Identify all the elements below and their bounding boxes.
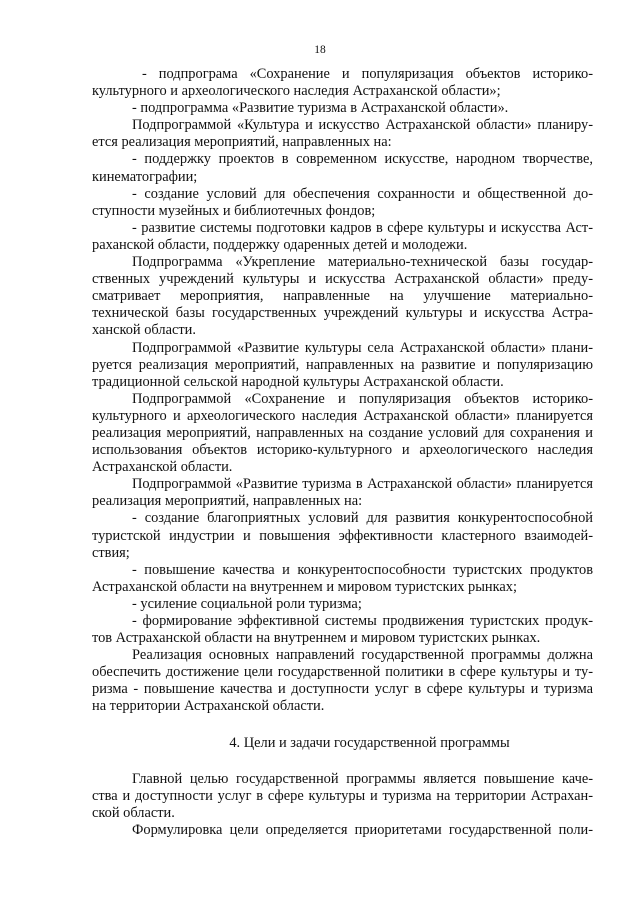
text-line: ственных учреждений культуры и искусства Астраханской области» преду-: [92, 271, 593, 288]
text-line: Подпрограммой «Культура и искусство Астраханской области» планиру-: [132, 117, 593, 134]
text-line: ступности музейных и библиотечных фондов;: [92, 202, 376, 219]
text-line: Подпрограмма «Укрепление материально-технической базы государ-: [132, 254, 593, 271]
text-line: реализация мероприятий, направленных на:: [92, 493, 363, 510]
text-line: Астраханской области на внутреннем и мировом туристских рынках;: [92, 578, 517, 595]
text-line: Астраханской области.: [92, 459, 233, 476]
document-body: [92, 66, 593, 839]
text-line: ризма - повышение качества и доступности услуг в сфере культуры и туризма: [92, 681, 593, 698]
text-line: - создание условий для обеспечения сохранности и общественной до-: [132, 185, 593, 202]
text-line: - формирование эффективной системы продвижения туристских продук-: [132, 613, 593, 629]
text-line: использования объектов историко-культурного и археологического наследия: [92, 442, 593, 459]
body-text-block: [92, 771, 593, 839]
text-line: ской области.: [92, 804, 175, 821]
text-line: - усиление социальной роли туризма;: [132, 595, 362, 612]
text-line: ствия;: [92, 544, 130, 561]
text-line: культурного и археологического наследия Астраханской области»;: [92, 83, 501, 100]
text-line: реализация мероприятий, направленных на создание условий для сохранения и: [92, 424, 593, 441]
text-line: культурного и археологического наследия Астраханской области» планируется: [92, 407, 593, 424]
text-line: туристской индустрии и повышения эффективности кластерного взаимодей-: [92, 527, 593, 544]
text-line: Главной целью государственной программы является повышение каче-: [132, 770, 593, 787]
text-line: ханской области.: [92, 322, 196, 339]
text-line: тов Астраханской области на внутреннем и мировом туристских рынках.: [92, 630, 541, 647]
text-line: руется реализация мероприятий, направленных на развитие и популяризацию: [92, 356, 593, 373]
text-line: - поддержку проектов в современном искусстве, народном творчестве,: [132, 151, 593, 168]
text-line: кинематографии;: [92, 168, 198, 185]
text-line: - развитие системы подготовки кадров в сфере культуры и искусства Аст-: [132, 219, 593, 236]
body-text-block: [92, 66, 593, 716]
text-line: обеспечить достижение цели государственной политики в сфере культуры и ту-: [92, 664, 593, 681]
text-line: - повышение качества и конкурентоспособности туристских продуктов: [132, 561, 593, 578]
text-line: технической базы государственных учреждений культуры и искусства Астра-: [92, 305, 593, 322]
text-line: сматривает мероприятия, направленные на улучшение материально-: [92, 288, 593, 305]
page-number: 18: [314, 44, 326, 56]
text-line: на территории Астраханской области.: [92, 698, 325, 715]
text-line: - создание благоприятных условий для развития конкурентоспособной: [132, 510, 593, 527]
text-line: Формулировка цели определяется приоритетами государственной поли-: [132, 821, 593, 838]
text-line: - подпрограма «Сохранение и популяризация объектов историко-: [142, 66, 593, 82]
text-line: традиционной сельской народной культуры Астраханской области.: [92, 373, 504, 390]
text-line: Подпрограммой «Развитие туризма в Астраханской области» планируется: [132, 476, 593, 493]
text-line: ется реализация мероприятий, направленных на:: [92, 134, 392, 151]
text-line: - подпрограмма «Развитие туризма в Астраханской области».: [132, 100, 509, 117]
text-line: Подпрограммой «Развитие культуры села Астраханской области» плани-: [132, 339, 593, 356]
text-line: раханской области, поддержку одаренных детей и молодежи.: [92, 236, 468, 253]
text-line: ства и доступности услуг в сфере культуры и туризма на территории Астрахан-: [92, 787, 593, 804]
text-line: Реализация основных направлений государственной программы должна: [132, 647, 593, 664]
section-heading: 4. Цели и задачи государственной программы: [229, 734, 510, 751]
text-line: Подпрограммой «Сохранение и популяризация объектов историко-: [132, 390, 593, 407]
